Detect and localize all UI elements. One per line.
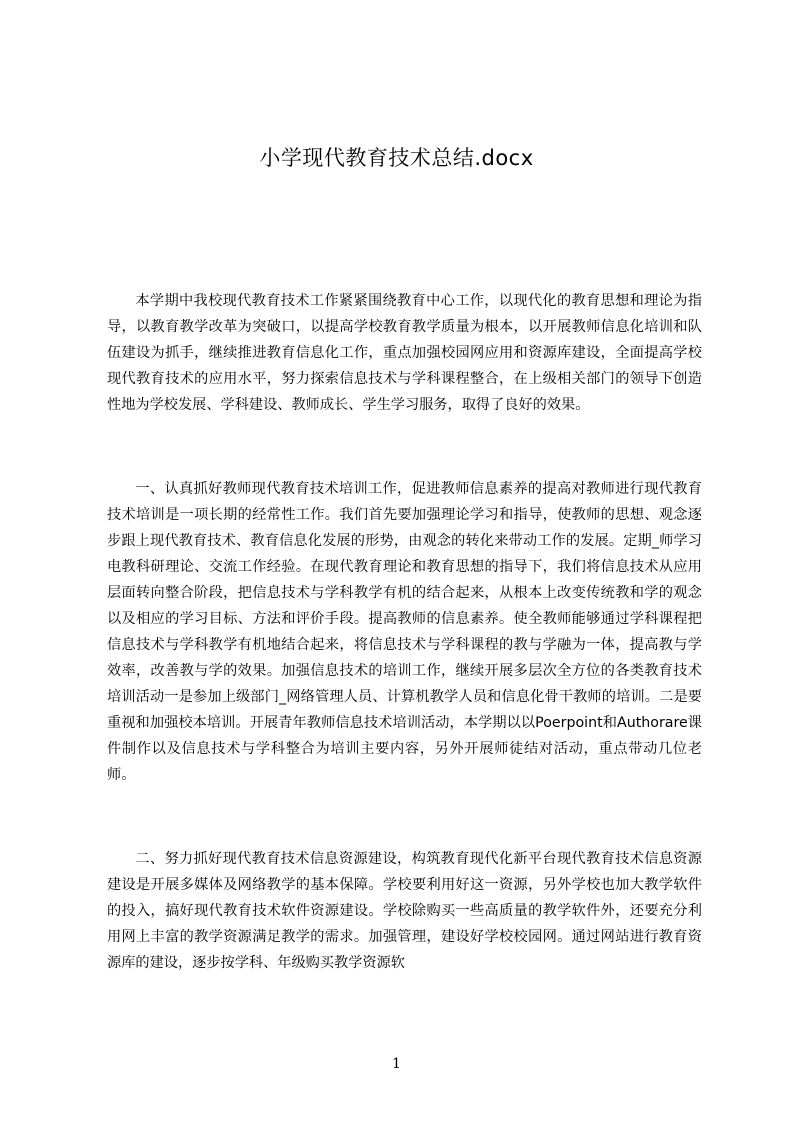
paragraph-section-2: 二、努力抓好现代教育技术信息资源建设，构筑教育现代化新平台现代教育技术信息资源建设是开展多媒体及网络教学的基本保障。学校要利用好这一资源，另外学校也加大教学软件的投入，搞好现代教育技术软件资源建设。学校除购买一些高质量的教学软件外，还要充分利用网上丰富的教学资源满足教学的需求。加强管理，建设好学校校园网。通过网站进行教育资源库的建设，逐步按学科、年级购买教学资源软 (107, 851, 702, 971)
paragraph-intro: 本学期中我校现代教育技术工作紧紧围绕教育中心工作，以现代化的教育思想和理论为指导，以教育教学改革为突破口，以提高学校教育教学质量为根本，以开展教师信息化培训和队伍建设为抓手，继续推进教育信息化工作，重点加强校园网应用和资源库建设，全面提高学校现代教育技术的应用水平，努力探索信息技术与学科课程整合，在上级相关部门的领导下创造性地为学校发展、学科建设、教师成长、学生学习服务，取得了良好的效果。 (107, 293, 702, 413)
document-title: 小学现代教育技术总结.docx (259, 146, 534, 170)
page-number: 1 (392, 1056, 401, 1072)
paragraph-section-1: 一、认真抓好教师现代教育技术培训工作，促进教师信息素养的提高对教师进行现代教育技术培训是一项长期的经常性工作。我们首先要加强理论学习和指导，使教师的思想、观念逐步跟上现代教育技术、教育信息化发展的形势，由观念的转化来带动工作的发展。定期_师学习电教科研理论、交流工作经验。在现代教育理论和教育思想的指导下，我们将信息技术从应用层面转向整合阶段，把信息技术与学科教学有机的结合起来，从根本上改变传统教和学的观念以及相应的学习目标、方法和评价手段。提高教师的信息素养。使全教师能够通过学科课程把信息技术与学科教学有机地结合起来，将信息技术与学科课程的教与学融为一体，提高教与学效率，改善教与学的效果。加强信息技术的培训工作，继续开展多层次全方位的各类教育技术培训活动一是参加上级部门_网络管理人员、计算机教学人员和信息化骨干教师的培训。二是要重视和加强校本培训。开展青年教师信息技术培训活动，本学期以以Poerpoint和Authorare课件制作以及信息技术与学科整合为培训主要内容，另外开展师徒结对活动，重点带动几位老师。 (107, 481, 702, 783)
